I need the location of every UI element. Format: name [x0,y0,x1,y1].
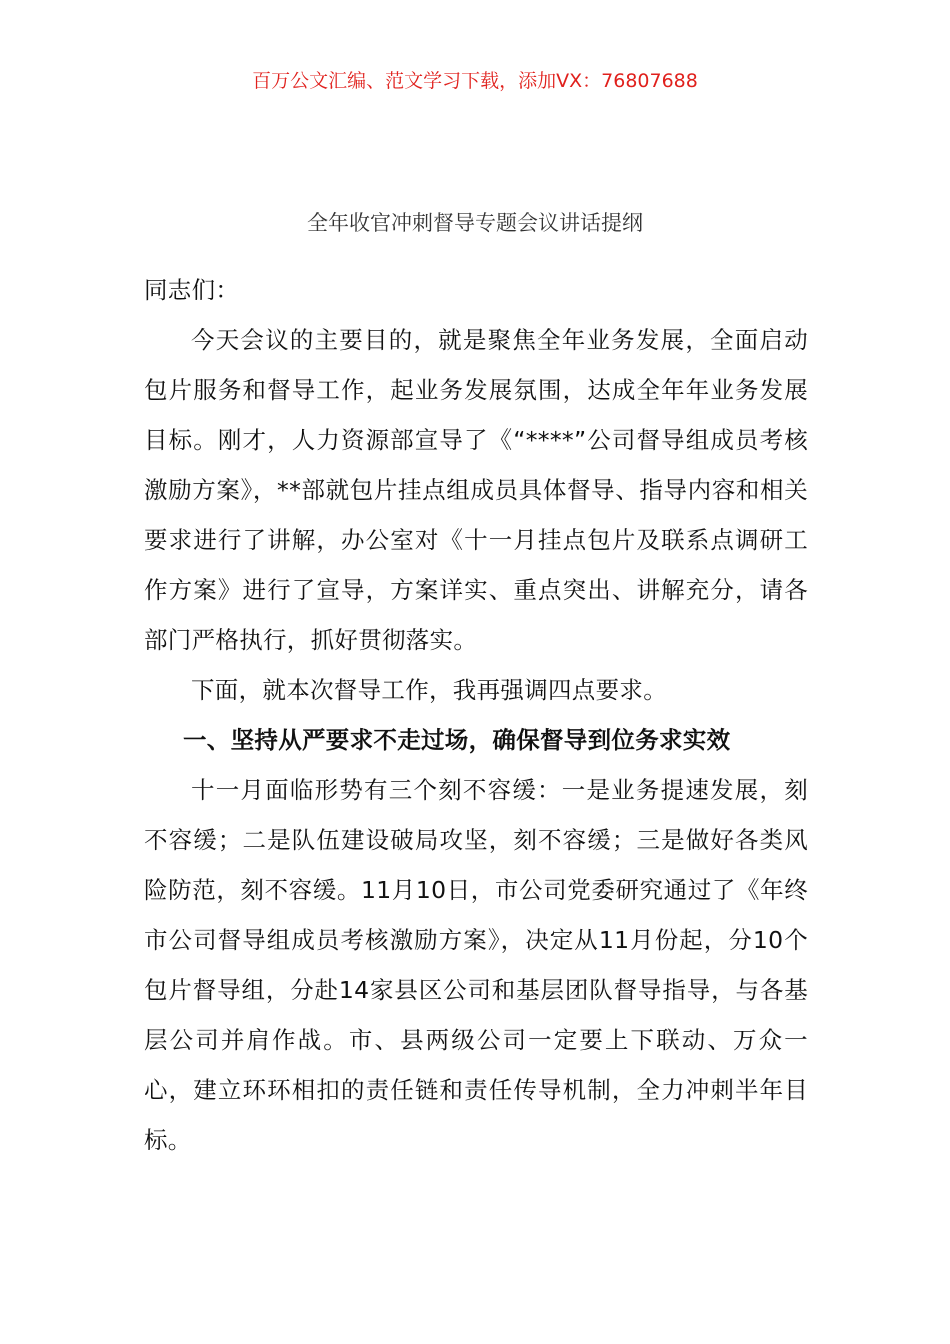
watermark-banner: 百万公文汇编、范文学习下载，添加VX：76807688 [252,70,698,92]
document-title: 全年收官冲刺督导专题会议讲话提纲 [307,211,643,235]
section-heading-1: 一、坚持从严要求不走过场，确保督导到位务求实效 [183,726,731,754]
salutation: 同志们： [144,276,240,304]
paragraph-intro: 今天会议的主要目的，就是聚焦全年业务发展，全面启动包片服务和督导工作，起业务发展氛围，达成全年年业务发展目标。刚才，人力资源部宣导了《“****”公司督导组成员考核激励方案》，**部就包片挂点组成员具体督导、指导内容和相关要求进行了讲解，办公室对《十一月挂点包片及联系点调研工作方案》进行了宣导，方案详实、重点突出、讲解充分，请各部门严格执行，抓好贯彻落实。 [144,326,808,654]
paragraph-transition: 下面，就本次督导工作，我再强调四点要求。 [191,676,667,704]
document-body [144,265,808,1165]
section-body-1: 十一月面临形势有三个刻不容缓：一是业务提速发展，刻不容缓；二是队伍建设破局攻坚，刻不容缓；三是做好各类风险防范，刻不容缓。11月10日，市公司党委研究通过了《年终市公司督导组成员考核激励方案》，决定从11月份起，分10个包片督导组，分赴14家县区公司和基层团队督导指导，与各基层公司并肩作战。市、县两级公司一定要上下联动、万众一心，建立环环相扣的责任链和责任传导机制，全力冲刺半年目标。 [144,776,808,1154]
